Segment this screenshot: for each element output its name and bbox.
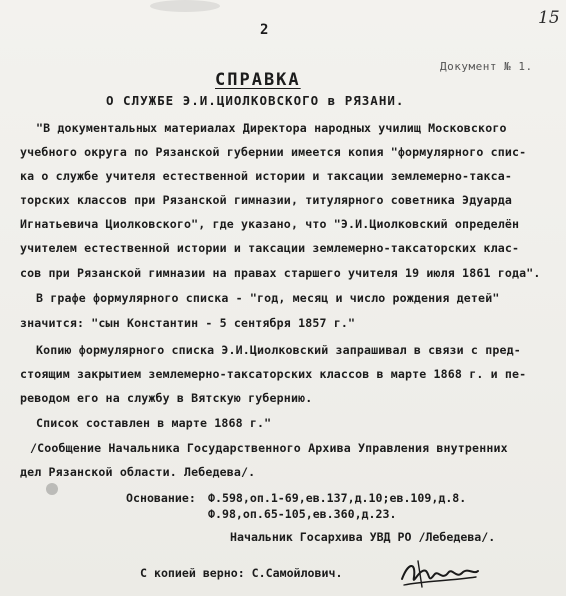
body-line: ка о службе учителя естественной истории и таксации землемерно-такса- (20, 169, 512, 183)
document-number: Документ № 1. (440, 60, 533, 73)
scan-smudge (46, 483, 58, 495)
certification-line: С копией верно: С.Самойлович. (140, 566, 343, 580)
basis-reference-1: Ф.598,оп.1-69,ев.137,д.10;ев.109,д.8. (208, 491, 467, 505)
corner-number: 15 (538, 8, 560, 28)
document-title: СПРАВКА (215, 70, 301, 90)
body-line: учебного округа по Рязанской губернии имеется копия "формулярного спис- (20, 145, 527, 159)
body-line: дел Рязанской области. Лебедева/. (20, 465, 256, 479)
body-line: Список составлен в марте 1868 г." (36, 416, 272, 430)
body-line: стоящим закрытием землемерно-таксаторских классов в марте 1868 г. и пе- (20, 367, 527, 381)
body-line: Игнатьевича Циолковского", где указано, что "Э.И.Циолковский определён (20, 217, 520, 231)
scan-smudge (150, 0, 220, 12)
document-subtitle: О СЛУЖБЕ Э.И.ЦИОЛКОВСКОГО в РЯЗАНИ. (106, 93, 405, 108)
official-signature-line: Начальник Госархива УВД РО /Лебедева/. (230, 530, 496, 544)
handwritten-signature (398, 557, 482, 593)
body-line: "В документальных материалах Директора народных училищ Московского (36, 121, 507, 135)
body-line: значится: "сын Константин - 5 сентября 1857 г." (20, 316, 356, 330)
body-line: торских классов при Рязанской гимназии, титулярного советника Эдуарда (20, 193, 512, 207)
page-number: 2 (260, 22, 269, 38)
body-line: В графе формулярного списка - "год, месяц и число рождения детей" (36, 291, 500, 305)
basis-label: Основание: (126, 491, 196, 505)
body-line: сов при Рязанской гимназии на правах старшего учителя 19 июля 1861 года". (20, 266, 541, 280)
body-line: /Сообщение Начальника Государственного Архива Управления внутренних (30, 441, 508, 455)
body-line: реводом его на службу в Вятскую губернию. (20, 391, 313, 405)
basis-reference-2: Ф.98,оп.65-105,ев.360,д.23. (208, 507, 397, 521)
body-line: учителем естественной истории и таксации землемерно-таксаторских клас- (20, 241, 520, 255)
body-line: Копию формулярного списка Э.И.Циолковский запрашивал в связи с пред- (36, 343, 521, 357)
